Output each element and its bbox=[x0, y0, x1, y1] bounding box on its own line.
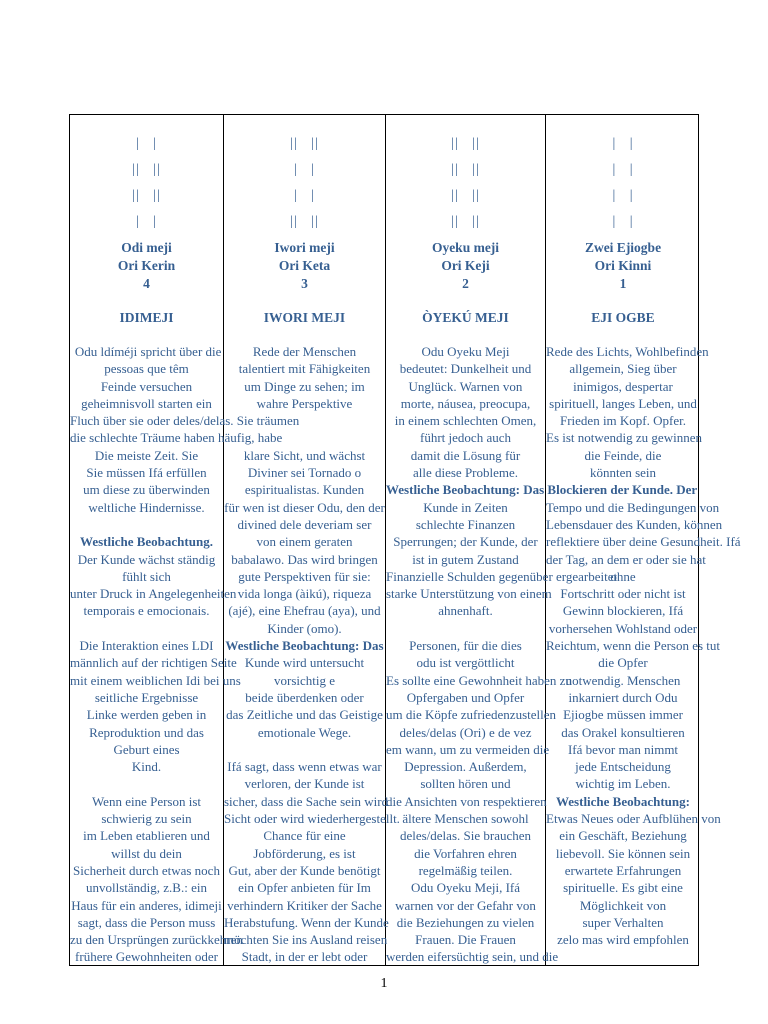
body-line: unter Druck in Angelegenheiten bbox=[70, 586, 237, 602]
odu-title: EJI OGBE bbox=[591, 310, 655, 325]
body-line: deles/delas (Ori) e de vez bbox=[399, 724, 532, 740]
body-line: willst du dein bbox=[111, 845, 182, 861]
body-line: Die Interaktion eines LDI bbox=[79, 638, 214, 654]
odu-mark-line: | | bbox=[612, 214, 634, 229]
body-line bbox=[546, 481, 700, 498]
body-line: Kind. bbox=[131, 759, 162, 775]
body-line: super Verhalten bbox=[582, 914, 664, 930]
body-line: damit die Lösung für bbox=[410, 447, 521, 463]
body-line: verloren, der Kunde ist bbox=[244, 776, 365, 792]
body-line: Jobförderung, es ist bbox=[253, 845, 356, 861]
body-line: Wenn eine Person ist bbox=[91, 793, 202, 809]
odu-heading-line: 4 bbox=[143, 276, 150, 291]
body-line: vorsichtig e bbox=[273, 672, 335, 688]
body-line: werden eifersüchtig sein, und die bbox=[386, 949, 559, 965]
body-line: schwierig zu sein bbox=[101, 811, 192, 827]
body-line: die Beziehungen zu vielen bbox=[396, 914, 535, 930]
body-line: frühere Gewohnheiten oder bbox=[75, 949, 218, 965]
body-line: Lebensdauer des Kunden, können bbox=[546, 516, 723, 532]
body-line: Personen, für die dies bbox=[409, 638, 522, 654]
body-line: Finanzielle Schulden gegenüber ergearbeitet bbox=[386, 568, 618, 584]
body-line: im Leben etablieren und bbox=[83, 828, 210, 844]
body-line: babalawo. Das wird bringen bbox=[231, 551, 378, 567]
body-line bbox=[70, 620, 223, 637]
odu-body bbox=[546, 343, 741, 966]
body-line: die Feinde, die bbox=[584, 447, 662, 463]
body-line bbox=[224, 429, 385, 446]
body-line: Ejiogbe müssen immer bbox=[563, 707, 683, 723]
odu-title: ÒYEKÚ MEJI bbox=[422, 310, 509, 325]
body-line: notwendig. Menschen bbox=[565, 672, 681, 688]
page-number: 1 bbox=[380, 976, 388, 991]
odu-title: IDIMEJI bbox=[119, 310, 174, 325]
body-line: temporais e emocionais. bbox=[83, 603, 210, 619]
body-line: das Zeitliche und das Geistige bbox=[226, 707, 383, 723]
column-iwori-meji bbox=[224, 115, 400, 965]
odu-heading-line: Zwei Ejiogbe bbox=[584, 240, 662, 255]
odu-mark-line: || || bbox=[290, 136, 319, 151]
body-line: ältere Menschen sowohl bbox=[402, 811, 529, 827]
body-line: der Tag, an dem er oder sie hat bbox=[546, 551, 706, 567]
body-line: ohne bbox=[610, 568, 636, 584]
body-line: alle diese Probleme. bbox=[412, 465, 519, 481]
body-line: Odu Oyeku Meji bbox=[421, 344, 510, 359]
body-line bbox=[224, 741, 385, 758]
body-line: morte, náusea, preocupa, bbox=[400, 395, 531, 411]
body-line: ahnenhaft. bbox=[438, 603, 493, 619]
odu-heading bbox=[546, 239, 700, 293]
body-line: für wen ist dieser Odu, den der bbox=[224, 499, 385, 515]
body-line: Westliche Beobachtung: bbox=[556, 793, 690, 809]
body-line: das Orakel konsultieren bbox=[561, 724, 685, 740]
body-line: Haus für ein anderes, idimeji bbox=[71, 897, 222, 913]
odu-heading-line: 3 bbox=[301, 276, 308, 291]
body-line: führt jedoch auch bbox=[420, 430, 511, 446]
body-line: sicher, dass die Sache sein wird bbox=[224, 793, 389, 809]
odu-heading-line: Ori Keta bbox=[278, 258, 331, 273]
body-line: Reproduktion und das bbox=[89, 724, 204, 740]
body-line: von einem geraten bbox=[256, 534, 353, 550]
body-line: in einem schlechten Omen, bbox=[394, 413, 537, 429]
body-line: liebevoll. Sie können sein bbox=[555, 845, 691, 861]
odu-mark-line: || || bbox=[451, 188, 480, 203]
body-line: Rede des Lichts, Wohlbefinden bbox=[546, 344, 709, 359]
odu-mark-line: | | bbox=[612, 136, 634, 151]
body-line bbox=[70, 516, 223, 533]
body-line: um diese zu überwinden bbox=[83, 482, 210, 498]
body-line: (ajé), eine Ehefrau (aya), und bbox=[228, 603, 381, 619]
odu-mark-line: || || bbox=[132, 188, 161, 203]
odu-heading-line: Iwori meji bbox=[274, 240, 335, 255]
body-line: erwartete Erfahrungen bbox=[564, 862, 682, 878]
body-line: klare Sicht, und wächst bbox=[243, 447, 366, 463]
body-line: Kinder (omo). bbox=[267, 620, 342, 636]
body-line: weltliche Hindernisse. bbox=[88, 499, 205, 515]
body-line bbox=[224, 412, 385, 429]
body-line: Gewinn blockieren, Ifá bbox=[562, 603, 684, 619]
odu-body bbox=[224, 343, 400, 966]
body-line: divined dele deveriam ser bbox=[237, 516, 372, 532]
odu-marks bbox=[546, 131, 700, 235]
body-line: Kunde wird untersucht bbox=[244, 655, 365, 671]
body-line: könnten sein bbox=[589, 465, 657, 481]
body-line: männlich auf der richtigen Seite bbox=[70, 655, 237, 671]
body-line: seitliche Ergebnisse bbox=[94, 689, 199, 705]
column-eji-ogbe bbox=[546, 115, 741, 965]
body-line: Chance für eine bbox=[263, 828, 346, 844]
body-line: Der Kunde wächst ständig bbox=[77, 551, 216, 567]
body-line: Geburt eines bbox=[113, 741, 180, 757]
body-line: Stadt, in der er lebt oder bbox=[241, 949, 368, 965]
odu-mark-line: | | bbox=[293, 188, 316, 203]
body-line: Tempo und die Bedingungen von bbox=[546, 499, 720, 515]
odu-mark-line: || || bbox=[451, 214, 480, 229]
body-line: wahre Perspektive bbox=[256, 395, 353, 411]
body-line: inimigos, despertar bbox=[573, 378, 673, 394]
odu-heading bbox=[386, 239, 545, 293]
body-line: fühlt sich bbox=[122, 568, 171, 584]
body-line: möchten Sie ins Ausland reisen bbox=[224, 932, 388, 948]
body-line: Kunde in Zeiten bbox=[423, 499, 508, 515]
body-line: ein Opfer anbieten für Im bbox=[238, 880, 371, 896]
body-line: Reichtum, wenn die Person es tut bbox=[546, 638, 721, 654]
body-line: Depression. Außerdem, bbox=[404, 759, 527, 775]
odu-mark-line: | | bbox=[135, 214, 158, 229]
body-line: spirituell, langes Leben, und bbox=[549, 395, 697, 411]
body-line: Sie müssen Ifá erfüllen bbox=[86, 465, 207, 481]
odu-mark-line: | | bbox=[293, 162, 316, 177]
body-line: emotionale Wege. bbox=[257, 724, 352, 740]
body-line: regelmäßig teilen. bbox=[418, 862, 513, 878]
body-line: beide überdenken oder bbox=[245, 689, 364, 705]
body-line: talentiert mit Fähigkeiten bbox=[238, 361, 371, 377]
body-line: ist in gutem Zustand bbox=[412, 551, 519, 567]
body-line: geheimnisvoll starten ein bbox=[81, 395, 212, 411]
body-line: gute Perspektiven für sie: bbox=[238, 568, 371, 584]
odu-heading-line: Ori Kinni bbox=[594, 258, 652, 273]
odu-mark-line: | | bbox=[612, 162, 634, 177]
body-line: die Opfer bbox=[598, 655, 648, 671]
odu-heading-line: Oyeku meji bbox=[431, 240, 500, 255]
body-line: Gut, aber der Kunde benötigt bbox=[228, 862, 381, 878]
body-line: zelo mas wird empfohlen bbox=[557, 932, 689, 948]
body-line: Sperrungen; der Kunde, der bbox=[393, 534, 538, 550]
body-line: wichtig im Leben. bbox=[575, 776, 671, 792]
body-line: Frieden im Kopf. Opfer. bbox=[559, 413, 686, 429]
body-line: Feinde versuchen bbox=[100, 378, 193, 394]
odu-mark-line: || || bbox=[451, 136, 480, 151]
odu-title: IWORI MEJI bbox=[263, 310, 346, 325]
body-line: spirituelle. Es gibt eine bbox=[563, 880, 683, 896]
body-line: bedeutet: Dunkelheit und bbox=[399, 361, 532, 377]
odu-heading-line: Ori Kerin bbox=[117, 258, 176, 273]
body-line: sagt, dass die Person muss bbox=[77, 914, 216, 930]
body-line: Ifá bevor man nimmt bbox=[567, 741, 679, 757]
body-line bbox=[386, 620, 545, 637]
odu-table bbox=[69, 114, 741, 966]
body-line: vorhersehen Wohlstand oder bbox=[548, 620, 698, 636]
body-line: Diviner sei Tornado o bbox=[247, 465, 362, 481]
odu-heading-line: Odi meji bbox=[121, 240, 172, 255]
body-line: reflektiere über deine Gesundheit. Ifá bbox=[546, 534, 741, 550]
body-line: jede Entscheidung bbox=[575, 759, 671, 775]
odu-mark-line: | | bbox=[135, 136, 158, 151]
odu-heading-line: 2 bbox=[462, 276, 469, 291]
body-line: Ifá sagt, dass wenn etwas war bbox=[227, 759, 382, 775]
body-line: Es sollte eine Gewohnheit haben zu bbox=[386, 672, 572, 688]
body-line: mit einem weiblichen Idi bei uns bbox=[70, 672, 241, 688]
body-line: die Vorfahren ehren bbox=[414, 845, 517, 861]
body-line: deles/delas. Sie brauchen bbox=[399, 828, 532, 844]
odu-marks bbox=[224, 131, 385, 235]
body-line: allgemein, Sieg über bbox=[569, 361, 677, 377]
body-line: pessoas que têm bbox=[104, 361, 189, 377]
body-line: Es ist notwendig zu gewinnen bbox=[546, 430, 702, 446]
body-line: Odu ldíméji spricht über die bbox=[71, 344, 222, 359]
odu-mark-line: || || bbox=[451, 162, 480, 177]
body-line: espiritualistas. Kunden bbox=[244, 482, 365, 498]
body-line: Fluch über sie oder deles/delas. Sie träumen bbox=[70, 413, 300, 429]
body-line: Westliche Beobachtung: Das Blockieren der Kunde. Der bbox=[386, 482, 698, 498]
odu-heading-line: Ori Keji bbox=[441, 258, 490, 273]
body-line: starke Unterstützung von einem bbox=[386, 586, 552, 602]
body-line: verhindern Kritiker der Sache bbox=[227, 897, 382, 913]
body-line: inkarniert durch Odu bbox=[568, 689, 678, 705]
body-line: em wann, um zu vermeiden die bbox=[386, 741, 550, 757]
body-line: Westliche Beobachtung. bbox=[80, 534, 213, 550]
body-line: Unglück. Warnen von bbox=[408, 378, 523, 394]
body-line: vida longa (àikú), riqueza bbox=[237, 586, 372, 602]
body-line: die schlechte Träume haben häufig, habe bbox=[70, 430, 283, 446]
body-line: Westliche Beobachtung: Das bbox=[225, 638, 384, 654]
odu-heading-line: 1 bbox=[619, 276, 627, 291]
body-line: Frauen. Die Frauen bbox=[415, 932, 516, 948]
body-line: um Dinge zu sehen; im bbox=[244, 378, 365, 394]
body-line: schlechte Finanzen bbox=[415, 516, 516, 532]
body-line bbox=[70, 775, 223, 792]
body-line: sollten hören und bbox=[420, 776, 511, 792]
body-line: Fortschritt oder nicht ist bbox=[560, 586, 686, 602]
body-line: Opfergaben und Opfer bbox=[406, 689, 525, 705]
body-line: Sicherheit durch etwas noch bbox=[73, 862, 220, 878]
body-line bbox=[546, 948, 700, 965]
body-line: Linke werden geben in bbox=[86, 707, 207, 723]
odu-marks bbox=[70, 131, 223, 235]
column-idimeji bbox=[70, 115, 300, 965]
odu-mark-line: | | bbox=[612, 188, 634, 203]
body-line: Odu Oyeku Meji, Ifá bbox=[410, 880, 521, 896]
odu-heading bbox=[224, 239, 385, 293]
body-line: warnen vor der Gefahr von bbox=[395, 897, 536, 913]
odu-mark-line: || || bbox=[290, 214, 319, 229]
body-line: unvollständig, z.B.: ein bbox=[86, 880, 207, 896]
body-line: Etwas Neues oder Aufblühen von bbox=[546, 811, 721, 827]
odu-mark-line: || || bbox=[132, 162, 161, 177]
body-line: ein Geschäft, Beziehung bbox=[559, 828, 687, 844]
body-line: um die Köpfe zufriedenzustellen bbox=[386, 707, 557, 723]
odu-heading bbox=[70, 239, 223, 293]
body-line: Sicht oder wird wiederhergestellt. bbox=[224, 811, 400, 827]
body-line: die Ansichten von respektieren bbox=[386, 793, 547, 809]
odu-marks bbox=[386, 131, 545, 235]
odu-body bbox=[70, 343, 300, 966]
body-line: Die meiste Zeit. Sie bbox=[94, 447, 199, 463]
body-line: zu den Ursprüngen zurückkehren bbox=[70, 932, 243, 948]
body-line: odu ist vergöttlicht bbox=[416, 655, 515, 671]
body-line: Herabstufung. Wenn der Kunde bbox=[224, 914, 389, 930]
body-line: Rede der Menschen bbox=[252, 344, 357, 359]
body-line: Möglichkeit von bbox=[579, 897, 667, 913]
